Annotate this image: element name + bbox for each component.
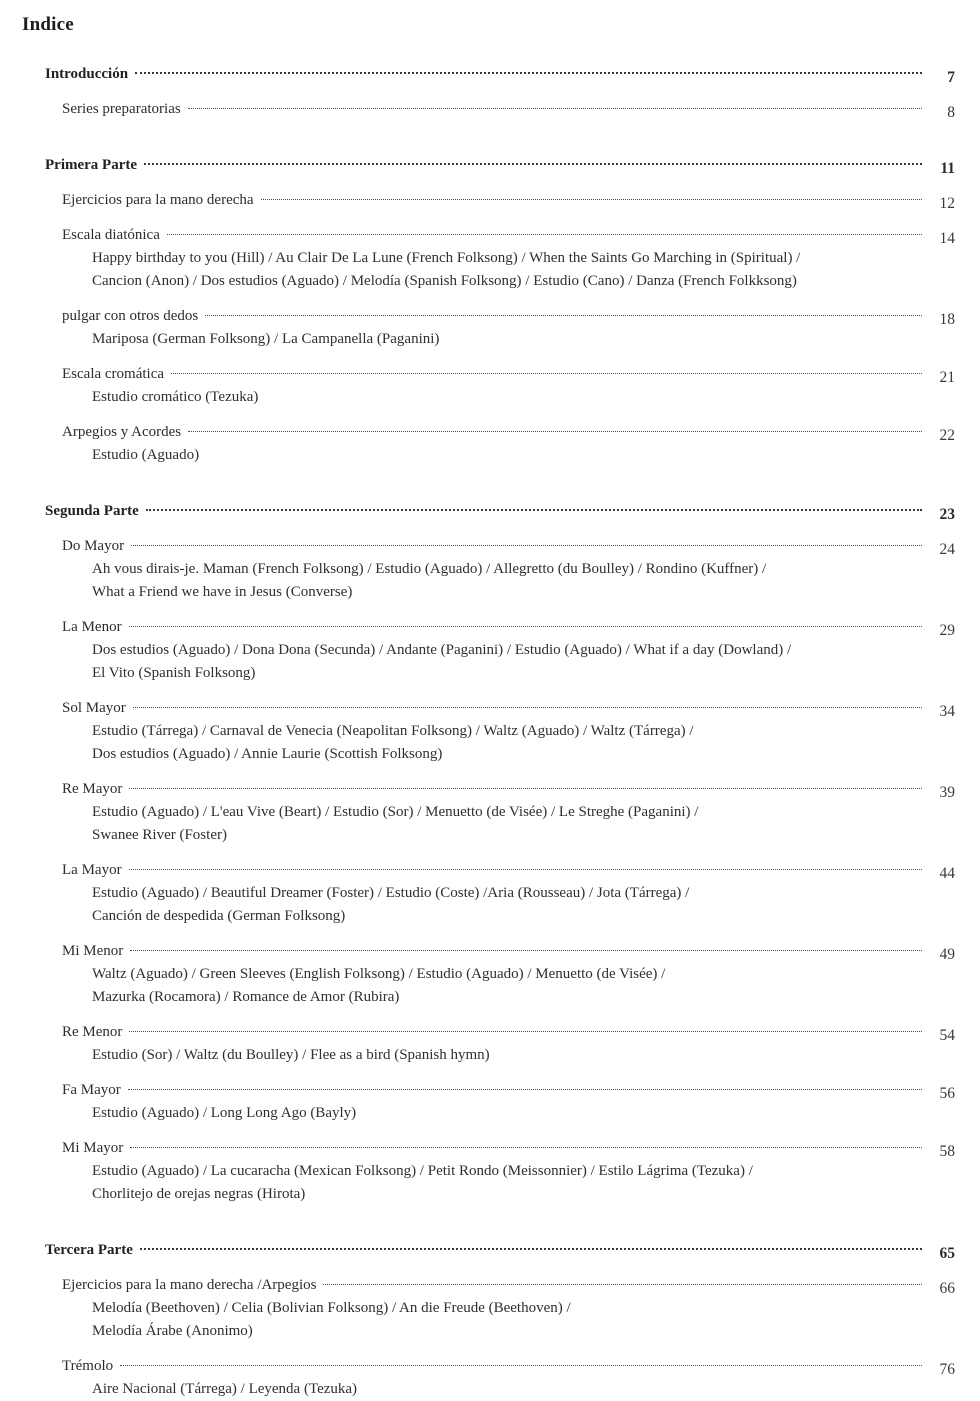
toc-section-heading-label: Introducción bbox=[45, 66, 129, 82]
toc-entry-label: Re Mayor bbox=[62, 781, 123, 797]
toc-entry-block bbox=[45, 1354, 955, 1401]
toc-entry-block bbox=[45, 362, 955, 409]
toc-section-heading-label: Primera Parte bbox=[45, 157, 138, 173]
dot-leader bbox=[140, 1248, 922, 1250]
dot-leader bbox=[129, 869, 922, 870]
song-list-line: Happy birthday to you (Hill) / Au Clair De La Lune (French Folksong) / When the Saints Go Marching in (Spiritual) / bbox=[92, 250, 801, 266]
toc-entry-label: Ejercicios para la mano derecha bbox=[62, 192, 254, 208]
page-number: 54 bbox=[939, 1027, 955, 1044]
toc-entry-row bbox=[45, 1020, 955, 1044]
dot-leader bbox=[130, 950, 922, 951]
song-list-line: Melodía (Beethoven) / Celia (Bolivian Folksong) / An die Freude (Beethoven) / bbox=[92, 1300, 571, 1316]
dot-leader bbox=[129, 626, 922, 627]
toc-entry-block bbox=[45, 304, 955, 351]
toc-entry-block bbox=[45, 1020, 955, 1067]
page-number: 58 bbox=[939, 1143, 955, 1160]
song-list-line: Dos estudios (Aguado) / Annie Laurie (Scottish Folksong) bbox=[92, 746, 443, 762]
toc-entry-block bbox=[45, 420, 955, 467]
toc-entry-row bbox=[45, 188, 955, 212]
toc-entry-row bbox=[45, 1078, 955, 1102]
toc-entry-block bbox=[45, 696, 955, 766]
dot-leader bbox=[135, 72, 922, 74]
song-list-line: Ah vous dirais-je. Maman (French Folksong) / Estudio (Aguado) / Allegretto (du Boulley) / Rondino (Kuffner) / bbox=[92, 561, 767, 577]
toc-entry-row bbox=[45, 1136, 955, 1160]
toc-entry-row bbox=[45, 420, 955, 444]
dot-leader bbox=[120, 1365, 922, 1366]
toc-entry-row bbox=[45, 777, 955, 801]
dot-leader bbox=[188, 108, 922, 109]
page-number: 11 bbox=[940, 160, 955, 177]
page-number: 14 bbox=[939, 230, 955, 247]
toc-entry-row bbox=[45, 1354, 955, 1378]
song-list-line: Estudio (Aguado) bbox=[92, 447, 200, 463]
page-number: 39 bbox=[939, 784, 955, 801]
page-number: 66 bbox=[939, 1280, 955, 1297]
song-list-line: Estudio (Aguado) / Beautiful Dreamer (Foster) / Estudio (Coste) /Aria (Rousseau) / Jota (Tárrega) / bbox=[92, 885, 690, 901]
page-number: 24 bbox=[939, 541, 955, 558]
page-number: 56 bbox=[939, 1085, 955, 1102]
page-number: 21 bbox=[939, 369, 955, 386]
song-list-line: Estudio (Aguado) / La cucaracha (Mexican Folksong) / Petit Rondo (Meissonnier) / Estilo Lágrima (Tezuka) / bbox=[92, 1163, 753, 1179]
toc-entry-label: pulgar con otros dedos bbox=[62, 308, 199, 324]
dot-leader bbox=[144, 163, 922, 165]
page-number: 18 bbox=[939, 311, 955, 328]
page-number: 49 bbox=[939, 946, 955, 963]
page-number: 34 bbox=[939, 703, 955, 720]
toc-entry-row bbox=[45, 97, 955, 121]
dot-leader bbox=[205, 315, 922, 316]
toc-entry-block bbox=[45, 858, 955, 928]
toc-entry-label: Series preparatorias bbox=[62, 101, 181, 117]
song-list-line: Chorlitejo de orejas negras (Hirota) bbox=[92, 1186, 306, 1202]
song-list-line: Estudio cromático (Tezuka) bbox=[92, 389, 259, 405]
toc-entry-label: Mi Mayor bbox=[62, 1140, 124, 1156]
song-list-line: Estudio (Tárrega) / Carnaval de Venecia (Neapolitan Folksong) / Waltz (Aguado) / Waltz (Tárrega) / bbox=[92, 723, 694, 739]
page-title: Indice bbox=[22, 14, 74, 35]
toc-section-heading-row bbox=[45, 1238, 955, 1262]
toc-entry-block bbox=[45, 615, 955, 685]
toc-entry-block bbox=[45, 1136, 955, 1206]
dot-leader bbox=[129, 788, 922, 789]
page-number: 44 bbox=[939, 865, 955, 882]
dot-leader bbox=[128, 1089, 922, 1090]
dot-leader bbox=[171, 373, 922, 374]
song-list-line: Swanee River (Foster) bbox=[92, 827, 227, 843]
toc-entry-label: La Menor bbox=[62, 619, 122, 635]
dot-leader bbox=[131, 545, 922, 546]
page-number: 7 bbox=[947, 69, 955, 86]
song-list-line: Waltz (Aguado) / Green Sleeves (English Folksong) / Estudio (Aguado) / Menuetto (de Visée) / bbox=[92, 966, 666, 982]
toc-entry-row bbox=[45, 858, 955, 882]
song-list-line: Mazurka (Rocamora) / Romance de Amor (Rubira) bbox=[92, 989, 400, 1005]
toc-entry-row bbox=[45, 304, 955, 328]
toc-entry-label: Sol Mayor bbox=[62, 700, 126, 716]
toc-entry-label: Fa Mayor bbox=[62, 1082, 121, 1098]
dot-leader bbox=[167, 234, 922, 235]
toc-entry-row bbox=[45, 696, 955, 720]
toc-entry-label: Re Menor bbox=[62, 1024, 123, 1040]
toc-entry-block bbox=[45, 1078, 955, 1125]
toc-entry-label: Ejercicios para la mano derecha /Arpegios bbox=[62, 1277, 317, 1293]
table-of-contents bbox=[22, 62, 955, 1401]
song-list-line: Dos estudios (Aguado) / Dona Dona (Secunda) / Andante (Paganini) / Estudio (Aguado) / What if a day (Dowland) / bbox=[92, 642, 792, 658]
toc-entry-block bbox=[45, 188, 955, 212]
song-list-line: Aire Nacional (Tárrega) / Leyenda (Tezuka) bbox=[92, 1381, 358, 1397]
page-number: 23 bbox=[939, 506, 955, 523]
toc-entry-block bbox=[45, 939, 955, 1009]
song-list-line: Canción de despedida (German Folksong) bbox=[92, 908, 346, 924]
toc-entry-label: Do Mayor bbox=[62, 538, 125, 554]
toc-section bbox=[45, 499, 955, 1206]
toc-entry-label: Mi Menor bbox=[62, 943, 124, 959]
song-list-line: Estudio (Sor) / Waltz (du Boulley) / Flee as a bird (Spanish hymn) bbox=[92, 1047, 490, 1063]
toc-entry-label: Trémolo bbox=[62, 1358, 114, 1374]
dot-leader bbox=[130, 1147, 922, 1148]
toc-entry-row bbox=[45, 223, 955, 247]
toc-section-heading-row bbox=[45, 62, 955, 86]
page-number: 65 bbox=[939, 1245, 955, 1262]
song-list-line: Melodía Árabe (Anonimo) bbox=[92, 1323, 253, 1339]
dot-leader bbox=[146, 509, 922, 511]
dot-leader bbox=[323, 1284, 922, 1285]
toc-entry-block bbox=[45, 534, 955, 604]
song-list-line: What a Friend we have in Jesus (Converse) bbox=[92, 584, 353, 600]
toc-entry-row bbox=[45, 534, 955, 558]
song-list-line: Estudio (Aguado) / Long Long Ago (Bayly) bbox=[92, 1105, 357, 1121]
page-number: 12 bbox=[939, 195, 955, 212]
toc-entry-row bbox=[45, 362, 955, 386]
dot-leader bbox=[129, 1031, 922, 1032]
toc-section bbox=[45, 153, 955, 467]
dot-leader bbox=[261, 199, 922, 200]
page-number: 76 bbox=[939, 1361, 955, 1378]
toc-entry-label: La Mayor bbox=[62, 862, 122, 878]
toc-section bbox=[45, 62, 955, 121]
song-list-line: Estudio (Aguado) / L'eau Vive (Beart) / Estudio (Sor) / Menuetto (de Visée) / Le Streghe (Paganini) / bbox=[92, 804, 699, 820]
page-number: 22 bbox=[939, 427, 955, 444]
toc-entry-block bbox=[45, 1273, 955, 1343]
toc-entry-row bbox=[45, 615, 955, 639]
toc-entry-label: Escala cromática bbox=[62, 366, 165, 382]
toc-entry-block bbox=[45, 97, 955, 121]
page-number: 8 bbox=[947, 104, 955, 121]
toc-section-heading-label: Segunda Parte bbox=[45, 503, 139, 519]
toc-section bbox=[45, 1238, 955, 1401]
toc-section-heading-row bbox=[45, 153, 955, 177]
toc-section-heading-row bbox=[45, 499, 955, 523]
toc-entry-label: Arpegios y Acordes bbox=[62, 424, 182, 440]
dot-leader bbox=[188, 431, 922, 432]
toc-entry-row bbox=[45, 939, 955, 963]
toc-entry-row bbox=[45, 1273, 955, 1297]
toc-entry-block bbox=[45, 223, 955, 293]
toc-entry-label: Escala diatónica bbox=[62, 227, 160, 243]
page-number: 29 bbox=[939, 622, 955, 639]
song-list-line: El Vito (Spanish Folksong) bbox=[92, 665, 256, 681]
song-list-line: Cancion (Anon) / Dos estudios (Aguado) / Melodía (Spanish Folksong) / Estudio (Cano) / Danza (French Folkksong) bbox=[92, 273, 797, 289]
dot-leader bbox=[133, 707, 922, 708]
toc-entry-block bbox=[45, 777, 955, 847]
toc-section-heading-label: Tercera Parte bbox=[45, 1242, 133, 1258]
song-list-line: Mariposa (German Folksong) / La Campanella (Paganini) bbox=[92, 331, 440, 347]
